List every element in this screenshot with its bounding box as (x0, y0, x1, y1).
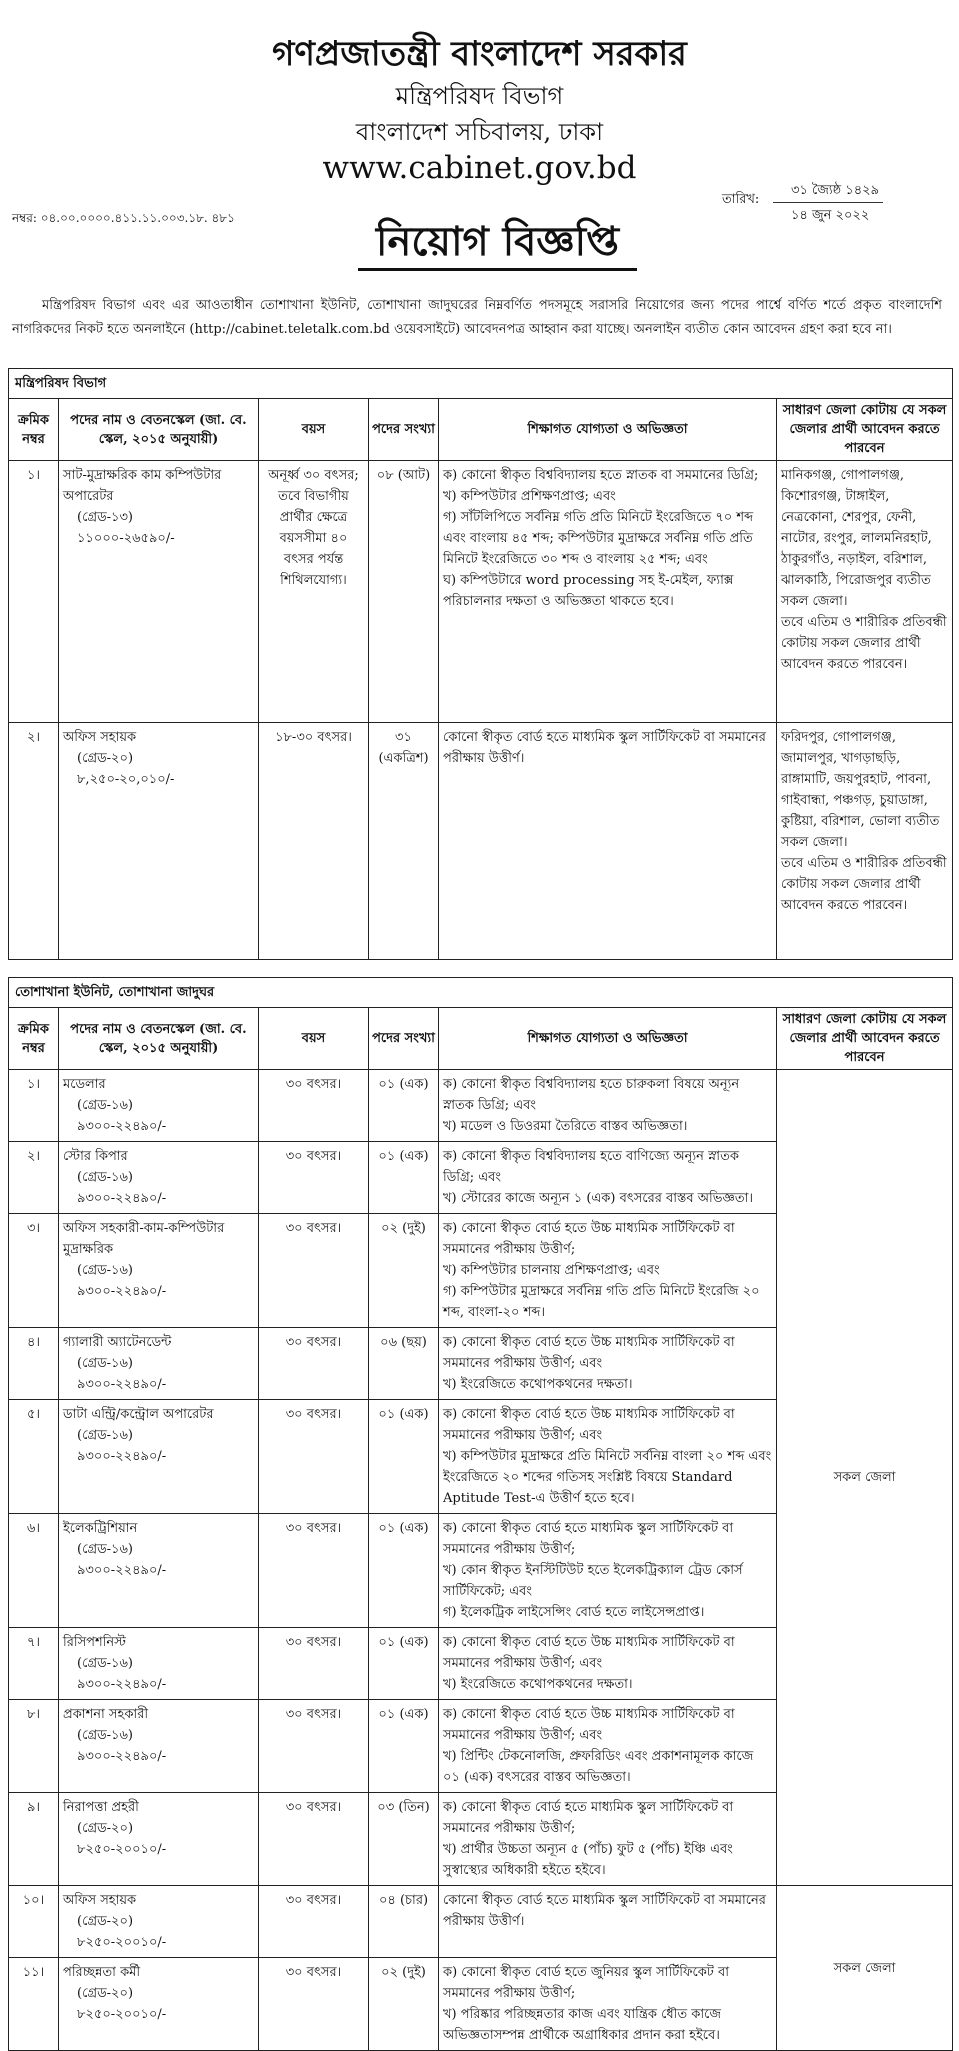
toshakhana-table (8, 977, 953, 2051)
memo-number: নম্বর: ০৪.০০.০০০০.৪১১.১১.০০৩.১৮. ৪৮১ (12, 211, 235, 225)
count-cell: ০২ (দুই) (369, 1958, 439, 2051)
post-grade: (গ্রেড-২০) (77, 1986, 134, 2001)
post-scale: ৮,২৫০-২০,০১০/- (77, 772, 175, 787)
date-block (722, 182, 883, 225)
qualification-item: গ) সাঁটলিপিতে সর্বনিম্ন গতি প্রতি মিনিটে ইংরেজিতে ৭০ শব্দ এবং বাংলায় ৪৫ শব্দ; কম্পিউটার মুদ্রাক্ষরে সর্বনিম্ন গতি প্রতি মিনিটে ইংরেজিতে ৩০ শব্দ ও বাংলায় ২৫ শব্দ; এবং (443, 510, 754, 567)
website-heading: www.cabinet.gov.bd (322, 150, 637, 186)
post-grade: (গ্রেড-২০) (77, 1821, 134, 1836)
post-name: গ্যালারী অ্যাটেনডেন্ট (63, 1335, 172, 1350)
qualification-item: খ) মডেল ও ডিওরমা তৈরিতে বাস্তব অভিজ্ঞতা। (443, 1119, 688, 1134)
qualification-cell (439, 1958, 777, 2051)
toshakhana-table-body (9, 1070, 953, 2051)
post-cell (59, 1328, 259, 1400)
qualification-item: ক) কোনো স্বীকৃত বিশ্ববিদ্যালয় হতে স্নাতক বা সমমানের ডিগ্রি; (443, 468, 759, 483)
serial-cell: ৬। (9, 1514, 59, 1628)
count-cell: ০৮ (আট) (369, 461, 439, 723)
age-cell: ৩০ বৎসর। (259, 1958, 369, 2051)
districts-cell: সকল জেলা (777, 1886, 953, 2051)
qualification-item: খ) প্রার্থীর উচ্চতা অন্যূন ৫ (পাঁচ) ফুট ৫ (পাঁচ) ইঞ্চি এবং সুস্বাস্থ্যের অধিকারী হইতে হইবে। (443, 1842, 733, 1878)
qualification-item: কোনো স্বীকৃত বোর্ড হতে মাধ্যমিক স্কুল সার্টিফিকেট বা সমমানের পরীক্ষায় উত্তীর্ণ। (443, 1893, 766, 1929)
post-scale: ৯৩০০-২২৪৯০/- (77, 1377, 167, 1392)
col-header-count: পদের সংখ্যা (369, 1008, 439, 1070)
qualification-cell (439, 1142, 777, 1214)
districts-note: তবে এতিম ও শারীরিক প্রতিবন্ধী কোটায় সকল জেলার প্রার্থী আবেদন করতে পারবেন। (781, 856, 947, 913)
post-scale: ৯৩০০-২২৪৯০/- (77, 1677, 167, 1692)
table-header-row (9, 1008, 953, 1070)
qualification-item: ক) কোনো স্বীকৃত বোর্ড হতে উচ্চ মাধ্যমিক সার্টিফিকেট বা সমমানের পরীক্ষায় উত্তীর্ণ; (443, 1221, 735, 1257)
qualification-item: খ) কোন স্বীকৃত ইনস্টিটিউট হতে ইলেকট্রিক্যাল ট্রেড কোর্স সার্টিফিকেট; এবং (443, 1563, 743, 1599)
post-cell (59, 1214, 259, 1328)
qualification-item: খ) ইংরেজিতে কথোপকথনের দক্ষতা। (443, 1677, 633, 1692)
intro-paragraph: মন্ত্রিপরিষদ বিভাগ এবং এর আওতাধীন তোশাখানা ইউনিট, তোশাখানা জাদুঘরের নিম্নবর্ণিত পদসমূহে সরাসরি নিয়োগের জন্য পদের পার্শ্বে বর্ণিত শর্তে প্রকৃত বাংলাদেশি নাগরিকদের নিকট হতে অনলাইনে (http://cabinet.teletalk.com.bd ওয়েবসাইটে) আবেদনপত্র আহ্বান করা যাচ্ছে। অনলাইন ব্যতীত কোন আবেদন গ্রহণ করা হবে না। (12, 298, 942, 337)
table-row (9, 723, 953, 960)
count-cell: ০২ (দুই) (369, 1214, 439, 1328)
post-cell (59, 723, 259, 960)
qualification-item: ক) কোনো স্বীকৃত বিশ্ববিদ্যালয় হতে চারুকলা বিষয়ে অন্যূন স্নাতক ডিগ্রি; এবং (443, 1077, 740, 1113)
age-cell: ৩০ বৎসর। (259, 1886, 369, 1958)
post-grade: (গ্রেড-১৬) (77, 1098, 134, 1113)
post-name: অফিস সহায়ক (63, 1893, 137, 1908)
qualification-item: ক) কোনো স্বীকৃত বোর্ড হতে উচ্চ মাধ্যমিক সার্টিফিকেট বা সমমানের পরীক্ষায় উত্তীর্ণ; এবং (443, 1635, 735, 1671)
qualification-item: খ) পরিষ্কার পরিচ্ছন্নতার কাজ এবং যান্ত্রিক ধৌত কাজে অভিজ্ঞতাসম্পন্ন প্রার্থীকে অগ্রাধিকার প্রদান করা হইবে। (443, 2007, 722, 2043)
qualification-cell (439, 1514, 777, 1628)
qualification-item: খ) কম্পিউটার প্রশিক্ষণপ্রাপ্ত; এবং (443, 489, 616, 504)
count-cell: ০৩ (তিন) (369, 1793, 439, 1886)
col-header-post: পদের নাম ও বেতনস্কেল (জা. বে. স্কেল, ২০১৫ অনুযায়ী) (59, 399, 259, 461)
qualification-item: খ) কম্পিউটার চালনায় প্রশিক্ষণপ্রাপ্ত; এবং (443, 1263, 660, 1278)
qualification-item: কোনো স্বীকৃত বোর্ড হতে মাধ্যমিক স্কুল সার্টিফিকেট বা সমমানের পরীক্ষায় উত্তীর্ণ। (443, 730, 766, 766)
post-scale: ৯৩০০-২২৪৯০/- (77, 1191, 167, 1206)
age-cell: ৩০ বৎসর। (259, 1793, 369, 1886)
serial-cell: ১। (9, 461, 59, 723)
post-scale: ৯৩০০-২২৪৯০/- (77, 1749, 167, 1764)
qualification-item: ক) কোনো স্বীকৃত বোর্ড হতে উচ্চ মাধ্যমিক সার্টিফিকেট বা সমমানের পরীক্ষায় উত্তীর্ণ; এবং (443, 1707, 735, 1743)
post-cell (59, 1700, 259, 1793)
age-cell: ৩০ বৎসর। (259, 1400, 369, 1514)
qualification-cell (439, 1400, 777, 1514)
section-title: তোশাখানা ইউনিট, তোশাখানা জাদুঘর (9, 978, 953, 1008)
col-header-districts: সাধারণ জেলা কোটায় যে সকল জেলার প্রার্থী আবেদন করতে পারবেন (777, 1008, 953, 1070)
qualification-item: ক) কোনো স্বীকৃত বোর্ড হতে মাধ্যমিক স্কুল সার্টিফিকেট বা সমমানের পরীক্ষায় উত্তীর্ণ; (443, 1521, 734, 1557)
post-grade: (গ্রেড-২০) (77, 1914, 134, 1929)
section-title: মন্ত্রিপরিষদ বিভাগ (9, 369, 953, 399)
col-header-serial: ক্রমিক নম্বর (9, 399, 59, 461)
serial-cell: ২। (9, 1142, 59, 1214)
qualification-item: খ) কম্পিউটার মুদ্রাক্ষরে প্রতি মিনিটে সর্বনিম্ন বাংলা ২০ শব্দ এবং ইংরেজিতে ২০ শব্দের গতিসহ সংশ্লিষ্ট বিষয়ে Standard Aptitude Test-এ উত্তীর্ণ হতে হবে। (443, 1449, 772, 1506)
post-scale: ১১০০০-২৬৫৯০/- (77, 531, 175, 546)
qualification-item: খ) প্রিন্টিং টেকনোলজি, প্রুফরিডিং এবং প্রকাশনামূলক কাজে ০১ (এক) বৎসরের বাস্তব অভিজ্ঞতা। (443, 1749, 754, 1785)
post-name: সাট-মুদ্রাক্ষরিক কাম কম্পিউটার অপারেটর (63, 468, 222, 504)
age-cell: ১৮-৩০ বৎসর। (259, 723, 369, 960)
post-grade: (গ্রেড-১৬) (77, 1542, 134, 1557)
age-cell: ৩০ বৎসর। (259, 1328, 369, 1400)
count-cell: ০১ (এক) (369, 1700, 439, 1793)
qualification-item: ক) কোনো স্বীকৃত বিশ্ববিদ্যালয় হতে বাণিজ্যে অন্যূন স্নাতক ডিগ্রি; এবং (443, 1149, 739, 1185)
col-header-qualification: শিক্ষাগত যোগ্যতা ও অভিজ্ঞতা (439, 399, 777, 461)
post-cell (59, 1886, 259, 1958)
qualification-cell (439, 1328, 777, 1400)
qualification-item: গ) ইলেকট্রিক লাইসেন্সিং বোর্ড হতে লাইসেন্সপ্রাপ্ত। (443, 1605, 705, 1620)
col-header-qualification: শিক্ষাগত যোগ্যতা ও অভিজ্ঞতা (439, 1008, 777, 1070)
age-cell: ৩০ বৎসর। (259, 1700, 369, 1793)
serial-cell: ১০। (9, 1886, 59, 1958)
qualification-item: খ) স্টোরের কাজে অন্যূন ১ (এক) বৎসরের বাস্তব অভিজ্ঞতা। (443, 1191, 754, 1206)
count-cell: ০৬ (ছয়) (369, 1328, 439, 1400)
serial-cell: ৯। (9, 1793, 59, 1886)
post-cell (59, 1142, 259, 1214)
qualification-cell (439, 1886, 777, 1958)
post-grade: (গ্রেড-১৬) (77, 1170, 134, 1185)
post-grade: (গ্রেড-২০) (77, 751, 134, 766)
districts-list: ফরিদপুর, গোপালগঞ্জ, জামালপুর, খাগড়াছড়ি, রাঙ্গামাটি, জয়পুরহাট, পাবনা, গাইবান্ধা, পঞ্চগড়, চুয়াডাঙ্গা, কুষ্টিয়া, বরিশাল, ভোলা ব্যতীত সকল জেলা। (781, 730, 940, 850)
post-name: স্টোর কিপার (63, 1149, 128, 1164)
qualification-item: ঘ) কম্পিউটারে word processing সহ ই-মেইল, ফ্যাক্স পরিচালনার দক্ষতা ও অভিজ্ঞতা থাকতে হবে। (443, 573, 734, 609)
age-cell: ৩০ বৎসর। (259, 1514, 369, 1628)
count-cell: ০১ (এক) (369, 1070, 439, 1142)
post-scale: ৮২৫০-২০০১০/- (77, 1842, 167, 1857)
post-grade: (গ্রেড-১৬) (77, 1656, 134, 1671)
serial-cell: ১। (9, 1070, 59, 1142)
post-name: মডেলার (63, 1077, 106, 1092)
serial-cell: ৪। (9, 1328, 59, 1400)
serial-cell: ১১। (9, 1958, 59, 2051)
date-bangla: ৩১ জ্যৈষ্ঠ ১৪২৯ (773, 182, 883, 203)
age-cell: ৩০ বৎসর। (259, 1142, 369, 1214)
qualification-cell (439, 1070, 777, 1142)
table-row (9, 461, 953, 723)
count-cell: ০১ (এক) (369, 1514, 439, 1628)
col-header-serial: ক্রমিক নম্বর (9, 1008, 59, 1070)
count-cell: ০১ (এক) (369, 1400, 439, 1514)
count-cell: ০১ (এক) (369, 1628, 439, 1700)
location-heading: বাংলাদেশ সচিবালয়, ঢাকা (355, 118, 604, 146)
post-scale: ৮২৫০-২০০১০/- (77, 2007, 167, 2022)
post-name: প্রকাশনা সহকারী (63, 1707, 149, 1722)
qualification-cell (439, 1793, 777, 1886)
post-grade: (গ্রেড-১৬) (77, 1263, 134, 1278)
serial-cell: ৫। (9, 1400, 59, 1514)
count-cell: ০৪ (চার) (369, 1886, 439, 1958)
date-label: তারিখ: (722, 192, 760, 207)
post-cell (59, 1793, 259, 1886)
qualification-cell (439, 1214, 777, 1328)
post-name: ইলেকট্রিশিয়ান (63, 1521, 138, 1536)
districts-cell (777, 723, 953, 960)
page-title: নিয়োগ বিজ্ঞপ্তি (358, 218, 637, 271)
count-cell: ৩১ (একত্রিশ) (369, 723, 439, 960)
post-grade: (গ্রেড-১৬) (77, 1356, 134, 1371)
post-cell (59, 1070, 259, 1142)
post-grade: (গ্রেড-১৩) (77, 510, 134, 525)
qualification-item: ক) কোনো স্বীকৃত বোর্ড হতে উচ্চ মাধ্যমিক সার্টিফিকেট বা সমমানের পরীক্ষায় উত্তীর্ণ; এবং (443, 1335, 735, 1371)
post-grade: (গ্রেড-১৬) (77, 1728, 134, 1743)
government-heading: গণপ্রজাতন্ত্রী বাংলাদেশ সরকার (272, 34, 687, 74)
post-name: অফিস সহকারী-কাম-কম্পিউটার মুদ্রাক্ষরিক (63, 1221, 225, 1257)
age-cell: ৩০ বৎসর। (259, 1070, 369, 1142)
post-grade: (গ্রেড-১৬) (77, 1428, 134, 1443)
post-cell (59, 461, 259, 723)
serial-cell: ৭। (9, 1628, 59, 1700)
post-name: নিরাপত্তা প্রহরী (63, 1800, 139, 1815)
col-header-age: বয়স (259, 399, 369, 461)
age-cell: ৩০ বৎসর। (259, 1214, 369, 1328)
districts-note: তবে এতিম ও শারীরিক প্রতিবন্ধী কোটায় সকল জেলার প্রার্থী আবেদন করতে পারবেন। (781, 615, 947, 672)
serial-cell: ২। (9, 723, 59, 960)
qualification-item: ক) কোনো স্বীকৃত বোর্ড হতে মাধ্যমিক স্কুল সার্টিফিকেট বা সমমানের পরীক্ষায় উত্তীর্ণ; (443, 1800, 734, 1836)
serial-cell: ৮। (9, 1700, 59, 1793)
col-header-age: বয়স (259, 1008, 369, 1070)
table-row (9, 1070, 953, 1142)
post-cell (59, 1958, 259, 2051)
districts-cell: সকল জেলা (777, 1070, 953, 1886)
col-header-districts: সাধারণ জেলা কোটায় যে সকল জেলার প্রার্থী আবেদন করতে পারবেন (777, 399, 953, 461)
age-cell: অনূর্ধ্ব ৩০ বৎসর; তবে বিভাগীয় প্রার্থীর ক্ষেত্রে বয়সসীমা ৪০ বৎসর পর্যন্ত শিথিলযোগ্য। (259, 461, 369, 723)
districts-list: মানিকগঞ্জ, গোপালগঞ্জ, কিশোরগঞ্জ, টাঙ্গাইল, নেত্রকোনা, শেরপুর, ফেনী, নাটোর, রংপুর, লালমনিরহাট, ঠাকুরগাঁও, নড়াইল, বরিশাল, ঝালকাঠি, পিরোজপুর ব্যতীত সকল জেলা। (781, 468, 932, 609)
date-english: ১৪ জুন ২০২২ (791, 208, 870, 223)
qualification-cell (439, 1628, 777, 1700)
table-header-row (9, 399, 953, 461)
districts-cell (777, 461, 953, 723)
post-scale: ৮২৫০-২০০১০/- (77, 1935, 167, 1950)
post-scale: ৯৩০০-২২৪৯০/- (77, 1119, 167, 1134)
col-header-post: পদের নাম ও বেতনস্কেল (জা. বে. স্কেল, ২০১৫ অনুযায়ী) (59, 1008, 259, 1070)
post-name: রিসিপশনিস্ট (63, 1635, 126, 1650)
table-row (9, 1886, 953, 1958)
post-scale: ৯৩০০-২২৪৯০/- (77, 1284, 167, 1299)
post-scale: ৯৩০০-২২৪৯০/- (77, 1449, 167, 1464)
qualification-item: খ) ইংরেজিতে কথোপকথনের দক্ষতা। (443, 1377, 633, 1392)
col-header-count: পদের সংখ্যা (369, 399, 439, 461)
serial-cell: ৩। (9, 1214, 59, 1328)
cabinet-division-table (8, 368, 953, 960)
division-heading: মন্ত্রিপরিষদ বিভাগ (395, 82, 564, 110)
post-name: অফিস সহায়ক (63, 730, 137, 745)
qualification-item: ক) কোনো স্বীকৃত বোর্ড হতে জুনিয়র স্কুল সার্টিফিকেট বা সমমানের পরীক্ষায় উত্তীর্ণ; (443, 1965, 730, 2001)
qualification-item: গ) কম্পিউটার মুদ্রাক্ষরে সর্বনিম্ন গতি প্রতি মিনিটে ইংরেজি ২০ শব্দ, বাংলা-২০ শব্দ। (443, 1284, 760, 1320)
post-cell (59, 1400, 259, 1514)
post-name: ডাটা এন্ট্রি/কন্ট্রোল অপারেটর (63, 1407, 214, 1422)
qualification-item: ক) কোনো স্বীকৃত বোর্ড হতে উচ্চ মাধ্যমিক সার্টিফিকেট বা সমমানের পরীক্ষায় উত্তীর্ণ; এবং (443, 1407, 735, 1443)
post-cell (59, 1628, 259, 1700)
post-scale: ৯৩০০-২২৪৯০/- (77, 1563, 167, 1578)
qualification-cell (439, 723, 777, 960)
post-cell (59, 1514, 259, 1628)
count-cell: ০১ (এক) (369, 1142, 439, 1214)
age-cell: ৩০ বৎসর। (259, 1628, 369, 1700)
qualification-cell (439, 1700, 777, 1793)
post-name: পরিচ্ছন্নতা কর্মী (63, 1965, 141, 1980)
qualification-cell (439, 461, 777, 723)
